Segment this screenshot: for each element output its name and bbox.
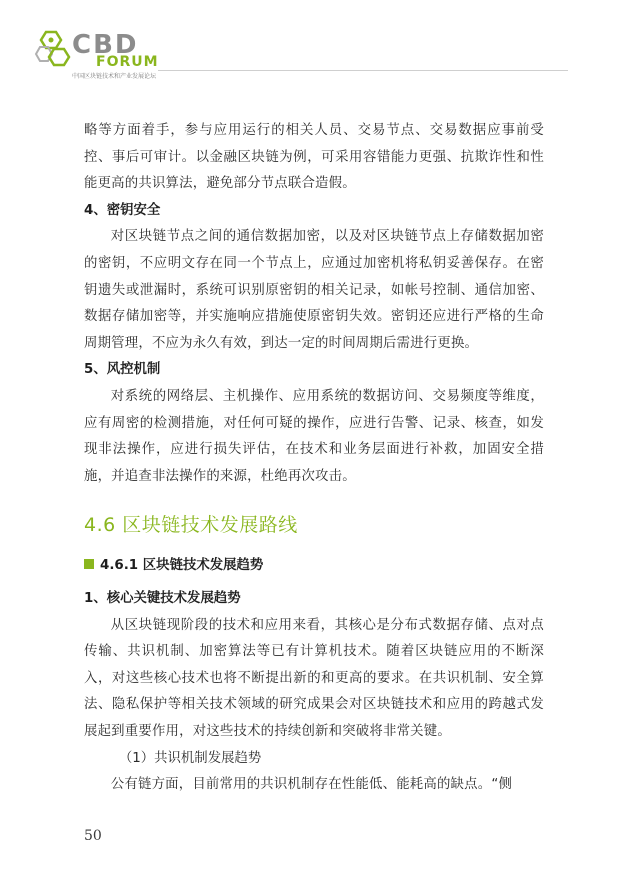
page-header (0, 0, 640, 80)
paragraph-intro: 略等方面着手，参与应用运行的相关人员、交易节点、交易数据应事前受控、事后可审计。以金融区块链为例，可采用容错能力更强、抗欺诈性和性能更高的共识算法，避免部分节点联合造假。 (84, 123, 544, 192)
logo-subtitle: 中国区块链技术和产业发展论坛 (72, 73, 157, 80)
logo-cbd-text: CBD (72, 30, 139, 60)
heading-core-tech: 1、核心关键技术发展趋势 (84, 591, 241, 606)
subsection-title (84, 554, 263, 573)
page-number: 50 (84, 828, 102, 844)
subheading-consensus: （1）共识机制发展趋势 (118, 750, 262, 766)
cbd-forum-logo (34, 30, 158, 80)
heading-risk-control: 5、风控机制 (84, 362, 161, 378)
paragraph-risk-control: 对系统的网络层、主机操作、应用系统的数据访问、交易频度等维度，应有周密的检测措施，对任何可疑的操作，应进行告警、记录、核查，如发现非法操作，应进行损失评估，在技术和业务层面进行补救，加固安全措施，并追查非法操作的来源，杜绝再次攻击。 (84, 388, 544, 484)
subsection-title-text: 4.6.1 区块链技术发展趋势 (100, 558, 264, 573)
paragraph-core-tech: 从区块链现阶段的技术和应用来看，其核心是分布式数据存储、点对点传输、共识机制、加密算法等已有计算机技术。随着区块链应用的不断深入，对这些核心技术也将不断提出新的和更高的要求。在共识机制、安全算法、隐私保护等相关技术领域的研究成果会对区块链技术和应用的跨越式发展起到重要作用，对这些技术的持续创新和突破将非常关键。 (84, 617, 544, 739)
square-bullet-icon (84, 559, 94, 569)
body-content (84, 118, 544, 490)
paragraph-public-chain: 公有链方面，目前常用的共识机制存在性能低、能耗高的缺点。“侧 (110, 777, 513, 793)
paragraph-key-security: 对区块链节点之间的通信数据加密，以及对区块链节点上存储数据加密的密钥，不应明文存在同一个节点上，应通过加密机将私钥妥善保存。在密钥遗失或泄漏时，系统可识别原密钥的相关记录，如帐号控制、通信加密、数据存储加密等，并实施响应措施使原密钥失效。密钥还应进行严格的生命周期管理，不应为永久有效，到达一定的时间周期后需进行更换。 (84, 229, 544, 351)
logo-forum-text: FORUM (96, 54, 159, 70)
heading-key-security: 4、密钥安全 (84, 202, 161, 218)
header-divider (158, 70, 568, 71)
body-content-2 (84, 586, 544, 799)
section-title: 4.6 区块链技术发展路线 (84, 514, 298, 536)
hexagon-logo-icon (34, 30, 74, 70)
